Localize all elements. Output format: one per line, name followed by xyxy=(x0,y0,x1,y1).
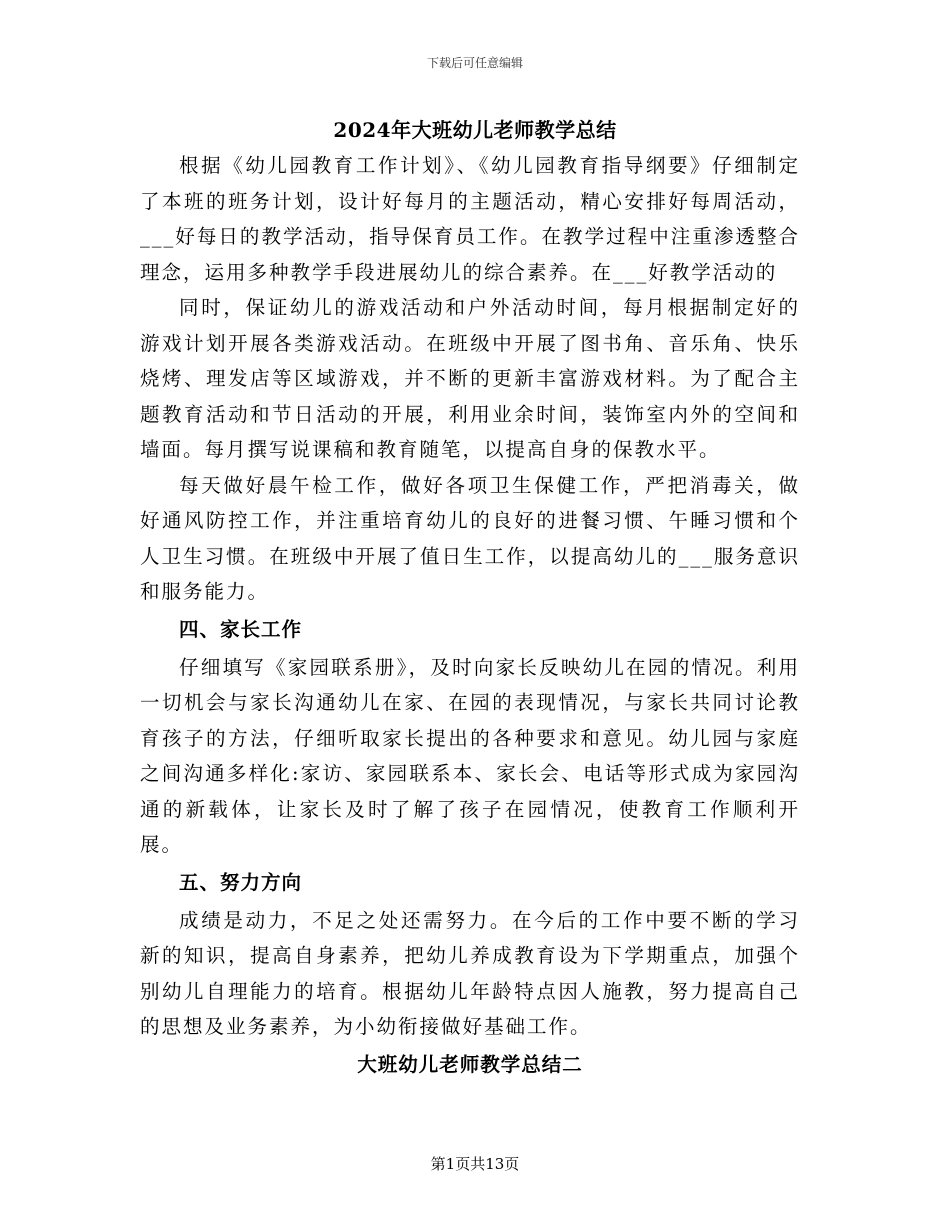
document-body xyxy=(140,148,800,1085)
second-summary-title: 大班幼儿老师教学总结二 xyxy=(357,1052,583,1076)
page-number: 第1页共13页 xyxy=(430,1155,520,1173)
section-heading-direction: 五、努力方向 xyxy=(179,870,303,894)
paragraph-1: 根据《幼儿园教育工作计划》、《幼儿园教育指导纲要》仔细制定了本班的班务计划，设计好每月的主题活动，精心安排好每周活动，___好每日的教学活动，指导保育员工作。在教学过程中注重渗透整合理念，运用多种教学手段进展幼儿的综合素养。在___好教学活动的 xyxy=(140,154,800,284)
paragraph-4: 仔细填写《家园联系册》，及时向家长反映幼儿在园的情况。利用一切机会与家长沟通幼儿在家、在园的表现情况，与家长共同讨论教育孩子的方法，仔细听取家长提出的各种要求和意见。幼儿园与家庭之间沟通多样化:家访、家园联系本、家长会、电话等形式成为家园沟通的新载体，让家长及时了解了孩子在园情况，使教育工作顺利开展。 xyxy=(140,655,800,856)
paragraph-3: 每天做好晨午检工作，做好各项卫生保健工作，严把消毒关，做好通风防控工作，并注重培育幼儿的良好的进餐习惯、午睡习惯和个人卫生习惯。在班级中开展了值日生工作，以提高幼儿的___服务意识和服务能力。 xyxy=(140,473,800,603)
page-header-note: 下载后可任意编辑 xyxy=(426,56,523,70)
document-title: 2024年大班幼儿老师教学总结 xyxy=(333,118,617,142)
section-heading-parents: 四、家长工作 xyxy=(179,617,303,641)
paragraph-5: 成绩是动力，不足之处还需努力。在今后的工作中要不断的学习新的知识，提高自身素养，把幼儿养成教育设为下学期重点，加强个别幼儿自理能力的培育。根据幼儿年龄特点因人施教，努力提高自己的思想及业务素养，为小幼衔接做好基础工作。 xyxy=(140,908,800,1038)
paragraph-2: 同时，保证幼儿的游戏活动和户外活动时间，每月根据制定好的游戏计划开展各类游戏活动。在班级中开展了图书角、音乐角、快乐烧烤、理发店等区域游戏，并不断的更新丰富游戏材料。为了配合主题教育活动和节日活动的开展，利用业余时间，装饰室内外的空间和墙面。每月撰写说课稿和教育随笔，以提高自身的保教水平。 xyxy=(140,296,800,461)
